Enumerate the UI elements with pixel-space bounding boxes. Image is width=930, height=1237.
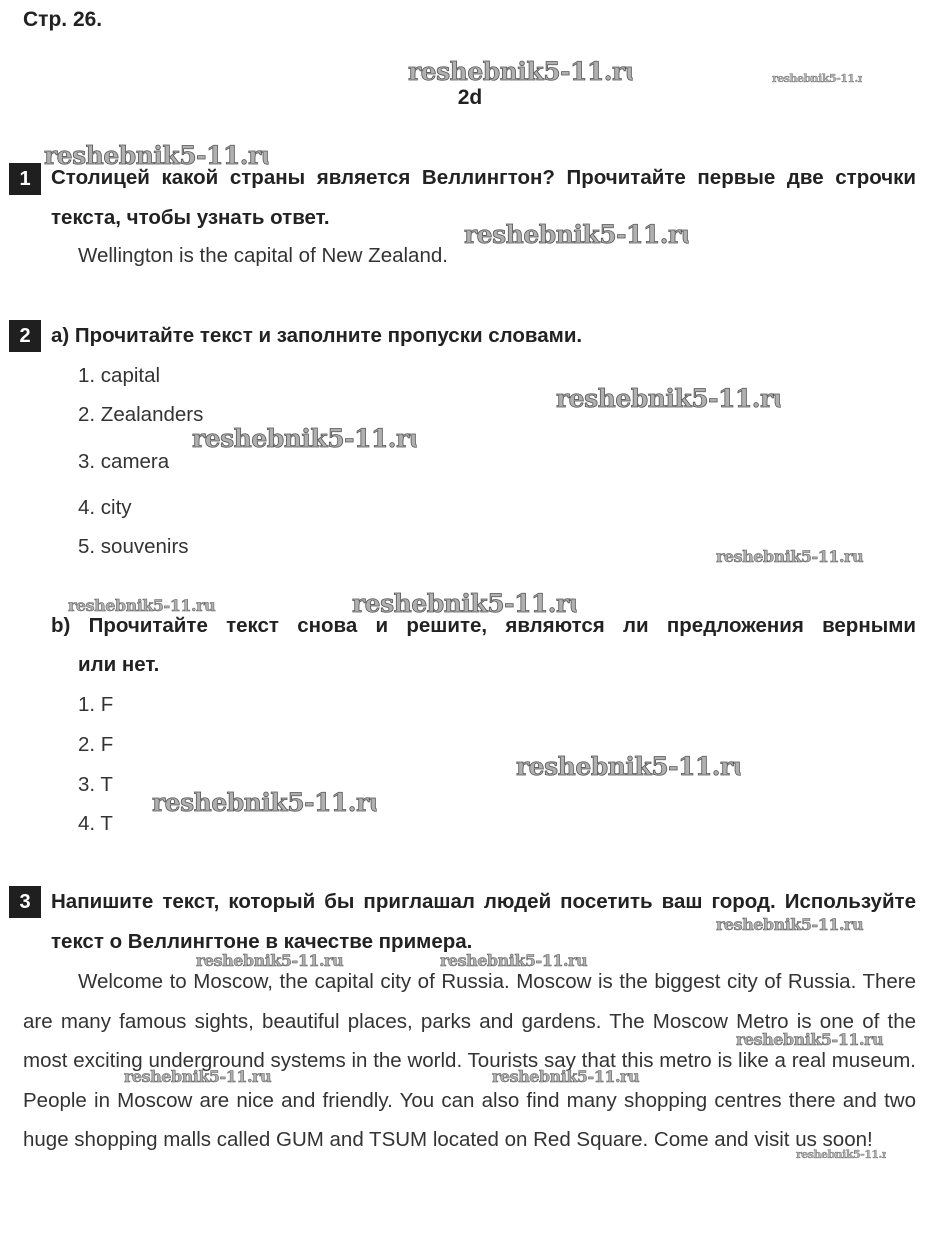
exercise-2a-answer-1: 1. capital (78, 364, 161, 387)
watermark-logo-4 (464, 219, 689, 251)
watermark-logo (408, 56, 633, 94)
exercise-2b-answer-1: 1. F (78, 693, 114, 716)
watermark-logo-3 (44, 140, 269, 172)
watermark-logo-18 (796, 1147, 886, 1161)
watermark-logo (556, 383, 781, 421)
exercise-3-question: Напишите текст, который бы приглашал людей посетить ваш город. Используйте текст о Веллингтоне в качестве примера. (51, 890, 916, 953)
watermark-logo-6 (192, 423, 417, 455)
watermark-logo-15 (736, 1030, 886, 1050)
watermark-logo (492, 1067, 642, 1091)
watermark-logo (516, 751, 741, 789)
watermark-logo-5 (556, 383, 781, 415)
watermark-logo (196, 951, 346, 975)
svg-text:reshebnik5-11.ru: reshebnik5-11.ru (556, 384, 781, 413)
svg-text:reshebnik5-11.ru: reshebnik5-11.ru (516, 752, 741, 781)
svg-text:reshebnik5-11.ru: reshebnik5-11.ru (192, 424, 417, 453)
watermark-logo-1 (408, 56, 633, 88)
exercise-1-question: Столицей какой страны является Веллингтон? Прочитайте первые две строчки текста, чтобы узнать ответ. (51, 166, 916, 229)
watermark-logo-7 (716, 547, 866, 567)
watermark-logo-13 (196, 951, 346, 971)
svg-text:reshebnik5-11.ru: reshebnik5-11.ru (352, 589, 577, 618)
watermark-logo (772, 71, 862, 88)
svg-text:reshebnik5-11.ru: reshebnik5-11.ru (772, 72, 862, 85)
exercise-2a-answer-2: 2. Zealanders (78, 403, 204, 426)
watermark-logo-11 (152, 787, 377, 819)
exercise-2-number: 2 (9, 320, 41, 352)
exercise-2b-answer-4: 4. T (78, 812, 113, 835)
exercise-1-answer: Wellington is the capital of New Zealand. (78, 244, 448, 267)
watermark-logo (192, 423, 417, 461)
exercise-2a-answer-3: 3. camera (78, 450, 170, 473)
watermark-logo-9 (352, 588, 577, 620)
exercise-2a-answer-5: 5. souvenirs (78, 535, 189, 558)
watermark-logo-8 (68, 596, 218, 616)
svg-text:reshebnik5-11.ru: reshebnik5-11.ru (68, 596, 216, 615)
watermark-logo-2 (772, 71, 862, 85)
svg-text:reshebnik5-11.ru: reshebnik5-11.ru (736, 1030, 884, 1049)
watermark-logo (352, 588, 577, 626)
watermark-logo-12 (716, 915, 866, 935)
watermark-logo (152, 787, 377, 825)
svg-text:reshebnik5-11.ru: reshebnik5-11.ru (492, 1067, 640, 1086)
watermark-logo (796, 1147, 886, 1164)
exercise-2b-answer-3: 3. T (78, 773, 113, 796)
svg-text:reshebnik5-11.ru: reshebnik5-11.ru (796, 1148, 886, 1161)
svg-text:reshebnik5-11.ru: reshebnik5-11.ru (716, 547, 864, 566)
watermark-logo-14 (440, 951, 590, 971)
exercise-3-answer: Welcome to Moscow, the capital city of Russia. Moscow is the biggest city of Russia. There are many famous sights, beautiful places, parks and gardens. The Moscow Metro is one of the most exciting underground systems in the world. Tourists say that this metro is like a real museum. People in Moscow are nice and friendly. You can also find many shopping centres there and two huge shopping malls called GUM and TSUM located on Red Square. Come and visit us soon! (23, 970, 916, 1152)
exercise-3-number: 3 (9, 886, 41, 918)
svg-text:reshebnik5-11.ru: reshebnik5-11.ru (152, 788, 377, 817)
watermark-logo (44, 140, 269, 178)
lesson-title: 2d (457, 86, 483, 109)
watermark-logo (124, 1067, 274, 1091)
svg-text:reshebnik5-11.ru: reshebnik5-11.ru (408, 57, 633, 86)
svg-text:reshebnik5-11.ru: reshebnik5-11.ru (716, 915, 864, 934)
exercise-2b-question: b) Прочитайте текст снова и решите, являются ли предложения верными (51, 614, 916, 637)
svg-text:reshebnik5-11.ru: reshebnik5-11.ru (464, 220, 689, 249)
exercise-1-number: 1 (9, 163, 41, 195)
watermark-logo (464, 219, 689, 257)
exercise-2b-question-cont: или нет. (78, 653, 160, 676)
exercise-2b-answer-2: 2. F (78, 733, 114, 756)
watermark-logo-10 (516, 751, 741, 783)
exercise-2a-question: a) Прочитайте текст и заполните пропуски словами. (51, 324, 583, 347)
watermark-logo (716, 547, 866, 571)
watermark-logo (440, 951, 590, 975)
watermark-logo (716, 915, 866, 939)
watermark-logo-17 (492, 1067, 642, 1087)
page-reference: Стр. 26. (23, 8, 103, 31)
watermark-logo (736, 1030, 886, 1054)
watermark-logo-16 (124, 1067, 274, 1087)
svg-text:reshebnik5-11.ru: reshebnik5-11.ru (124, 1067, 272, 1086)
svg-text:reshebnik5-11.ru: reshebnik5-11.ru (196, 951, 344, 970)
svg-text:reshebnik5-11.ru: reshebnik5-11.ru (440, 951, 588, 970)
svg-text:reshebnik5-11.ru: reshebnik5-11.ru (44, 141, 269, 170)
exercise-2a-answer-4: 4. city (78, 496, 132, 519)
watermark-logo (68, 596, 218, 620)
